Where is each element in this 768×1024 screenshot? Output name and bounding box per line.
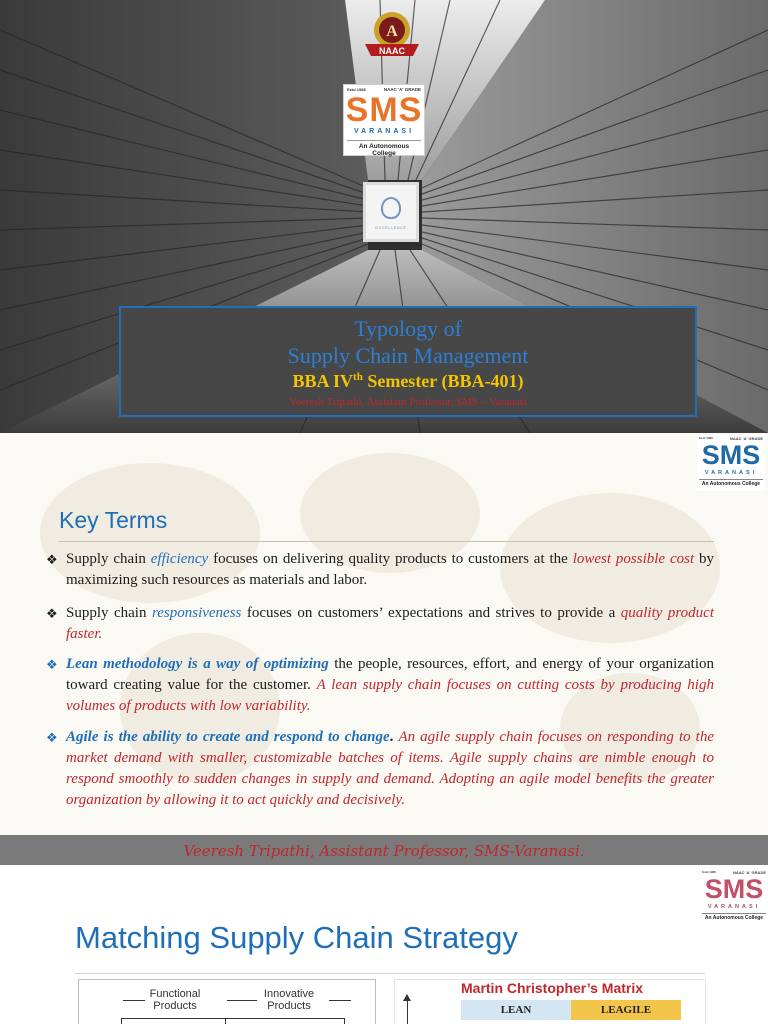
innovative-products-label: Innovative Products	[263, 988, 315, 1012]
bullet-text: Supply chain responsiveness focuses on customers’ expectations and strives to provide a quality product faster.	[66, 605, 715, 642]
heading-divider	[59, 541, 714, 542]
heading-divider	[75, 973, 705, 974]
footer-author: Veeresh Tripathi, Assistant Professor, SMS-Varanasi.	[183, 842, 585, 860]
seal-icon	[381, 197, 401, 219]
logo-letters: SMS	[704, 874, 764, 904]
diamond-bullet-icon: ❖	[46, 730, 58, 745]
diamond-bullet-icon: ❖	[46, 657, 58, 672]
christopher-matrix-figure	[394, 979, 706, 1024]
bullet-responsiveness	[46, 603, 714, 645]
logo-tagline: An Autonomous College	[699, 479, 763, 487]
author-line: Veeresh Tripathi, Assistant Professor, SMS – Varanasi	[289, 396, 527, 408]
bullet-efficiency	[46, 549, 714, 591]
logo-estd: Estd 1985	[347, 87, 366, 92]
sms-college-logo	[700, 869, 768, 925]
title-slide	[0, 0, 768, 433]
logo-tagline: An Autonomous College	[702, 913, 766, 921]
subtitle-sup: th	[353, 371, 363, 383]
logo-city: VARANASI	[353, 128, 415, 135]
bullet-text: Lean methodology is a way of optimizing the people, resources, effort, and energy of your organization toward creating value for the customer. A lean supply chain focuses on cutting costs by producing high volumes of products with low variability.	[66, 656, 714, 714]
sms-college-logo	[697, 435, 765, 491]
footer-band	[0, 835, 768, 865]
logo-city: VARANASI	[707, 904, 761, 910]
title-box	[119, 306, 697, 417]
right-arrow-icon	[329, 1000, 351, 1001]
matrix-cell-leagile: LEAGILE	[571, 1000, 681, 1020]
key-terms-slide	[0, 433, 768, 865]
excellence-emblem	[363, 182, 419, 242]
bullet-text: Supply chain efficiency focuses on delivering quality products to customers at the lowest possible cost by maximizing such resources as materials and labor.	[66, 551, 714, 588]
title-line-1: Typology of	[354, 316, 462, 341]
functional-products-label: Functional Products	[149, 988, 201, 1012]
naac-badge-icon	[361, 8, 423, 60]
double-arrow-icon	[227, 1000, 257, 1001]
logo-city: VARANASI	[704, 470, 758, 476]
logo-grade: NAAC 'A' GRADE	[383, 87, 421, 92]
subtitle-semester: Semester (BBA-401)	[362, 371, 524, 391]
logo-grade: NAAC 'A' GRADE	[729, 436, 763, 441]
matrix-title: Martin Christopher’s Matrix	[461, 980, 644, 996]
bullet-text: Agile is the ability to create and respond to change. An agile supply chain focuses on responding to the market demand with smaller, customizable batches of items. Agile supply chains are nimble enough to respond smoothly to sudden changes in supply and demand. Adopting an agile model benefits the greater organization by allowing it to act quickly and decisively.	[66, 729, 715, 808]
diamond-bullet-icon: ❖	[46, 552, 58, 567]
sms-college-logo	[343, 84, 425, 156]
logo-letters: SMS	[701, 440, 761, 470]
left-arrow-icon	[123, 1000, 145, 1001]
diamond-bullet-icon: ❖	[46, 606, 58, 621]
svg-text:A: A	[386, 23, 398, 40]
fisher-product-figure	[78, 979, 376, 1024]
logo-letters: SMS	[345, 91, 423, 129]
logo-grade: NAAC 'A' GRADE	[732, 870, 766, 875]
logo-estd: Estd 1985	[702, 870, 717, 874]
subtitle-course: BBA IV	[292, 371, 354, 391]
matrix-cell	[225, 1018, 345, 1024]
title-line-2: Supply Chain Management	[287, 343, 529, 368]
strategy-slide	[0, 865, 768, 1024]
axis-line	[407, 998, 408, 1024]
excellence-text: EXCELLENCE	[375, 225, 407, 230]
slide-heading: Matching Supply Chain Strategy	[75, 920, 518, 955]
course-subtitle	[121, 371, 695, 392]
bullet-lean	[46, 654, 714, 717]
matrix-cell-lean: LEAN	[461, 1000, 571, 1020]
slide-heading: Key Terms	[59, 507, 168, 533]
matrix-cell	[121, 1018, 227, 1024]
logo-estd: Estd 1985	[699, 436, 714, 440]
svg-text:NAAC: NAAC	[379, 46, 405, 56]
bullet-agile	[46, 727, 714, 811]
logo-tagline: An Autonomous College	[347, 140, 421, 157]
